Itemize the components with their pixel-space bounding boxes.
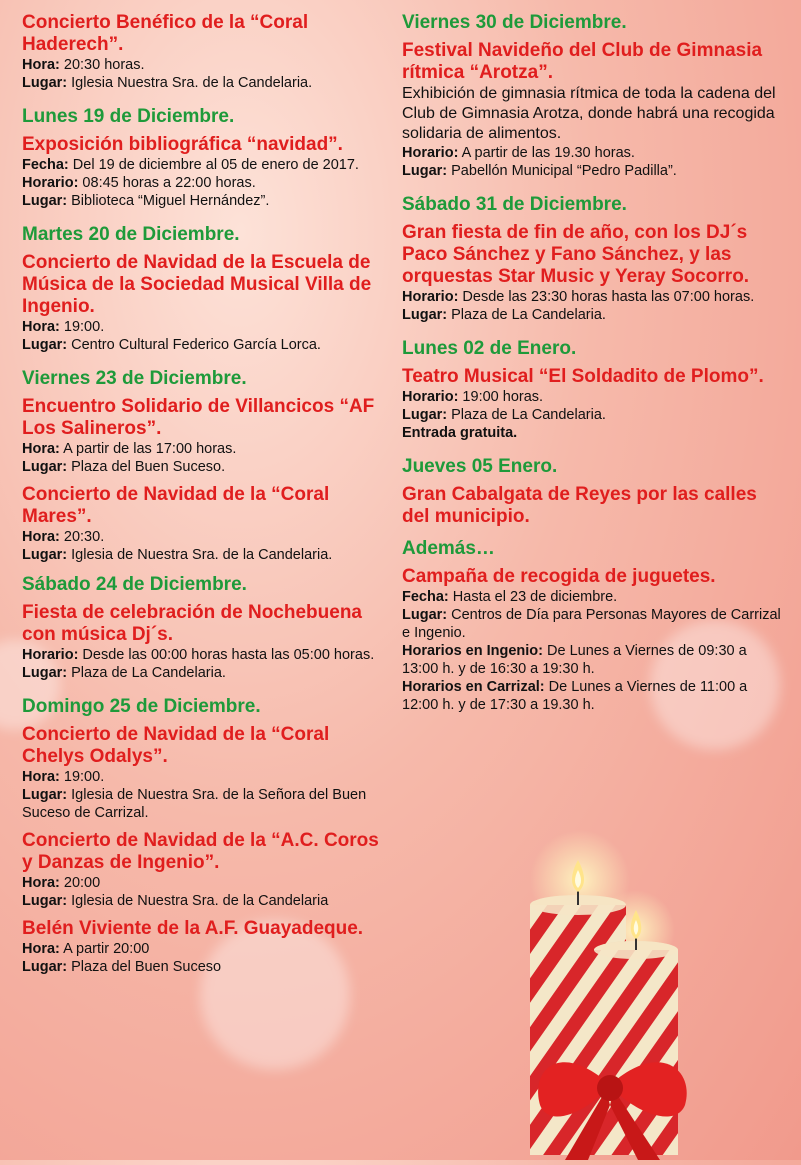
event-title: Concierto Benéfico de la “Coral Haderech”. — [22, 12, 309, 55]
event-title: Exposición bibliográfica “navidad”. — [22, 134, 343, 155]
section-lunes-19 — [22, 106, 382, 210]
event-detail: Horarios en Carrizal: De Lunes a Viernes de 11:00 a 12:00 h. y de 17:30 a 19.30 h. — [402, 679, 748, 713]
event-detail: Horario: Desde las 23:30 horas hasta las 07:00 horas. — [402, 289, 755, 305]
event-detail: Lugar: Centro Cultural Federico García Lorca. — [22, 337, 321, 353]
event-chelys-odalys — [22, 724, 382, 822]
event-detail: Fecha: Hasta el 23 de diciembre. — [402, 589, 618, 605]
section-sabado-24 — [22, 574, 382, 682]
christmas-candles-icon — [470, 820, 710, 1160]
section-jueves-05 — [402, 456, 782, 528]
event-detail: Horario: Desde las 00:00 horas hasta las 05:00 horas. — [22, 647, 375, 663]
event-detail: Lugar: Iglesia Nuestra Sra. de la Candelaria. — [22, 75, 313, 91]
event-detail: Lugar: Plaza del Buen Suceso. — [22, 459, 226, 475]
event-detail: Hora: 20:30 horas. — [22, 57, 145, 73]
event-detail: Horario: A partir de las 19.30 horas. — [402, 145, 635, 161]
event-detail: Horario: 19:00 horas. — [402, 389, 544, 405]
event-coral-mares — [22, 484, 382, 564]
event-detail: Lugar: Biblioteca “Miguel Hernández”. — [22, 193, 270, 209]
section-date: Jueves 05 Enero. — [402, 456, 558, 477]
section-ademas — [402, 538, 782, 714]
event-detail: Horario: 08:45 horas a 22:00 horas. — [22, 175, 256, 191]
event-detail: Lugar: Centros de Día para Personas Mayores de Carrizal e Ingenio. — [402, 607, 781, 641]
event-title: Encuentro Solidario de Villancicos “AF Los Salineros”. — [22, 396, 375, 439]
event-title: Teatro Musical “El Soldadito de Plomo”. — [402, 366, 764, 387]
event-detail: Horarios en Ingenio: De Lunes a Viernes de 09:30 a 13:00 h. y de 16:30 a 19:30 h. — [402, 643, 747, 677]
event-coros-danzas — [22, 830, 382, 910]
section-date: Martes 20 de Diciembre. — [22, 224, 240, 245]
event-title: Concierto de Navidad de la “A.C. Coros y Danzas de Ingenio”. — [22, 830, 379, 873]
event-detail: Entrada gratuita. — [402, 425, 518, 441]
section-date: Lunes 02 de Enero. — [402, 338, 577, 359]
event-title: Concierto de Navidad de la “Coral Chelys Odalys”. — [22, 724, 330, 767]
event-title: Belén Viviente de la A.F. Guayadeque. — [22, 918, 364, 939]
section-date: Sábado 24 de Diciembre. — [22, 574, 247, 595]
event-detail: Hora: 20:00 — [22, 875, 101, 891]
section-viernes-23 — [22, 368, 382, 564]
left-column — [22, 12, 382, 986]
event-title: Festival Navideño del Club de Gimnasia rítmica “Arotza”. — [402, 40, 763, 83]
section-martes-20 — [22, 224, 382, 354]
event-detail: Hora: A partir de las 17:00 horas. — [22, 441, 237, 457]
event-title: Concierto de Navidad de la “Coral Mares”. — [22, 484, 330, 527]
event-title: Gran fiesta de fin de año, con los DJ´s Paco Sánchez y Fano Sánchez, y las orquestas Star Music y Yeray Socorro. — [402, 222, 750, 287]
event-detail: Lugar: Iglesia de Nuestra Sra. de la Candelaria — [22, 893, 329, 909]
event-detail: Lugar: Iglesia de Nuestra Sra. de la Candelaria. — [22, 547, 333, 563]
section-date: Viernes 23 de Diciembre. — [22, 368, 247, 389]
section-lunes-02 — [402, 338, 782, 442]
section-date: Además… — [402, 538, 495, 559]
section-domingo-25 — [22, 696, 382, 976]
event-title: Fiesta de celebración de Nochebuena con música Dj´s. — [22, 602, 362, 645]
right-column — [402, 12, 782, 724]
event-belen-viviente — [22, 918, 382, 976]
event-detail: Lugar: Plaza del Buen Suceso — [22, 959, 222, 975]
section-date: Domingo 25 de Diciembre. — [22, 696, 261, 717]
event-title: Gran Cabalgata de Reyes por las calles del municipio. — [402, 484, 757, 527]
event-detail: Lugar: Plaza de La Candelaria. — [402, 407, 606, 423]
event-detail: Lugar: Iglesia de Nuestra Sra. de la Señora del Buen Suceso de Carrizal. — [22, 787, 367, 821]
section-date: Sábado 31 de Diciembre. — [402, 194, 627, 215]
section-date: Viernes 30 de Diciembre. — [402, 12, 627, 33]
event-detail: Hora: 19:00. — [22, 769, 105, 785]
event-title: Campaña de recogida de juguetes. — [402, 566, 716, 587]
event-detail: Hora: 19:00. — [22, 319, 105, 335]
event-detail: Fecha: Del 19 de diciembre al 05 de enero de 2017. — [22, 157, 359, 173]
event-detail: Lugar: Plaza de La Candelaria. — [402, 307, 606, 323]
event-detail: Hora: 20:30. — [22, 529, 105, 545]
event-title: Concierto de Navidad de la Escuela de Música de la Sociedad Musical Villa de Ingenio. — [22, 252, 372, 317]
event-detail: Lugar: Plaza de La Candelaria. — [22, 665, 226, 681]
event-detail: Lugar: Pabellón Municipal “Pedro Padilla”. — [402, 163, 677, 179]
event-detail: Hora: A partir 20:00 — [22, 941, 150, 957]
section-date: Lunes 19 de Diciembre. — [22, 106, 235, 127]
event-description: Exhibición de gimnasia rítmica de toda la cadena del Club de Gimnasia Arotza, donde habrá una recogida solidaria de alimentos. — [402, 85, 776, 142]
section-viernes-30 — [402, 12, 782, 180]
event-salineros — [22, 396, 382, 476]
event-coral-haderech — [22, 12, 382, 92]
section-sabado-31 — [402, 194, 782, 324]
